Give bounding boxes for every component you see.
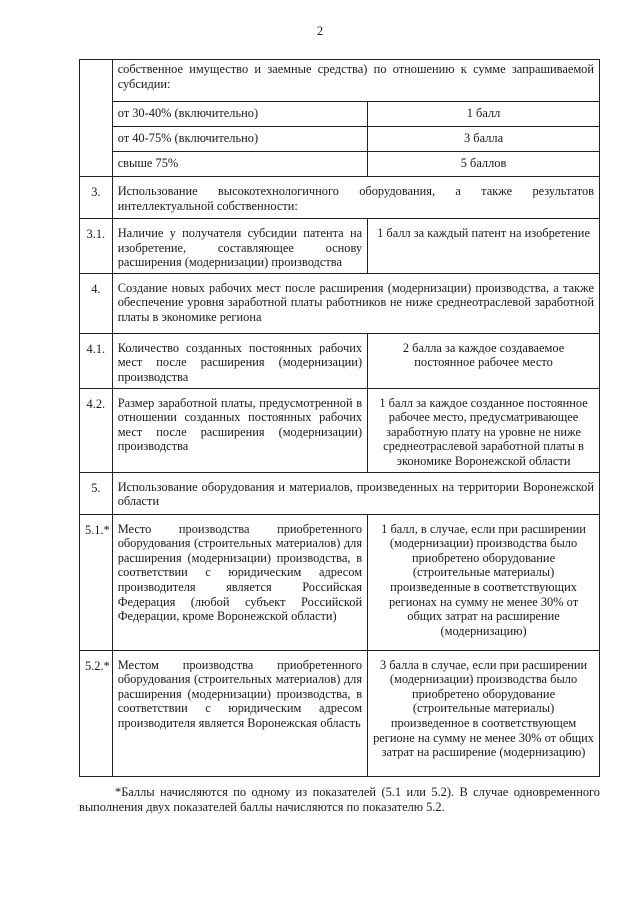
criterion-text: от 40-75% (включительно): [112, 127, 367, 152]
criterion-text: Создание новых рабочих мест после расширения (модернизации) производства, а также обеспечение уровня заработной платы работников не ниже среднеотраслевой заработной платы в экономике региона: [112, 273, 599, 333]
table-row: [80, 152, 600, 177]
criteria-table: [79, 59, 600, 777]
criterion-text: Место производства приобретенного оборудования (строительных материалов) для расширения (модернизации) производства, в соответствии с юридическим адресом производителя является Российская Федерация (любой субъект Российской Федерации, кроме Воронежской области): [112, 514, 367, 650]
row-number: 5.: [80, 472, 113, 514]
table-row: [80, 102, 600, 127]
score-text: 2 балла за каждое создаваемое постоянное рабочее место: [368, 333, 600, 388]
row-number: 5.2.*: [80, 650, 113, 776]
criterion-text: Наличие у получателя субсидии патента на изобретение, составляющее основу расширения (модернизации) производства: [112, 219, 367, 274]
criterion-text: Размер заработной платы, предусмотренной в отношении созданных постоянных рабочих мест после расширения (модернизации) производства: [112, 388, 367, 472]
criterion-text: Местом производства приобретенного оборудования (строительных материалов) для расширения (модернизации) производства, в соответствии с юридическим адресом производителя является Воронежская область: [112, 650, 367, 776]
table-row: [80, 219, 600, 274]
score-text: 1 балл, в случае, если при расширении (модернизации) производства было приобретено оборудование (строительные материалы) произведенные в соответствующих регионах на сумму не менее 30% от общих затрат на расширение (модернизацию): [368, 514, 600, 650]
row-number: 4.2.: [80, 388, 113, 472]
criterion-text: от 30-40% (включительно): [112, 102, 367, 127]
score-text: 1 балл: [368, 102, 600, 127]
table-row: [80, 388, 600, 472]
row-number: 4.: [80, 273, 113, 333]
score-text: 1 балл за каждый патент на изобретение: [368, 219, 600, 274]
row-number: [80, 60, 113, 177]
table-row: [80, 472, 600, 514]
table-row: [80, 273, 600, 333]
score-text: 3 балла в случае, если при расширении (модернизации) производства было приобретено оборудование (строительные материалы) произведенное в соответствующем регионе на сумму не менее 30% от общих затрат на расширение (модернизацию): [368, 650, 600, 776]
criterion-text: собственное имущество и заемные средства) по отношению к сумме запрашиваемой субсидии:: [112, 60, 599, 102]
row-number: 3.1.: [80, 219, 113, 274]
row-number: 3.: [80, 177, 113, 219]
row-number: 4.1.: [80, 333, 113, 388]
table-row: [80, 514, 600, 650]
table-row: [80, 650, 600, 776]
score-text: 3 балла: [368, 127, 600, 152]
criterion-text: Количество созданных постоянных рабочих мест после расширения (модернизации) производства: [112, 333, 367, 388]
table-row: [80, 177, 600, 219]
score-text: 5 баллов: [368, 152, 600, 177]
criterion-text: свыше 75%: [112, 152, 367, 177]
table-row: [80, 333, 600, 388]
table-row: [80, 127, 600, 152]
criterion-text: Использование высокотехнологичного оборудования, а также результатов интеллектуальной собственности:: [112, 177, 599, 219]
footnote: *Баллы начисляются по одному из показателей (5.1 или 5.2). В случае одновременного выполнения двух показателей баллы начисляются по показателю 5.2.: [79, 785, 600, 814]
table-row: [80, 60, 600, 102]
row-number: 5.1.*: [80, 514, 113, 650]
criterion-text: Использование оборудования и материалов, произведенных на территории Воронежской области: [112, 472, 599, 514]
page-number: 2: [316, 24, 324, 38]
score-text: 1 балл за каждое созданное постоянное рабочее место, предусматривающее заработную плату на уровне не ниже среднеотраслевой заработной платы в экономике Воронежской области: [368, 388, 600, 472]
